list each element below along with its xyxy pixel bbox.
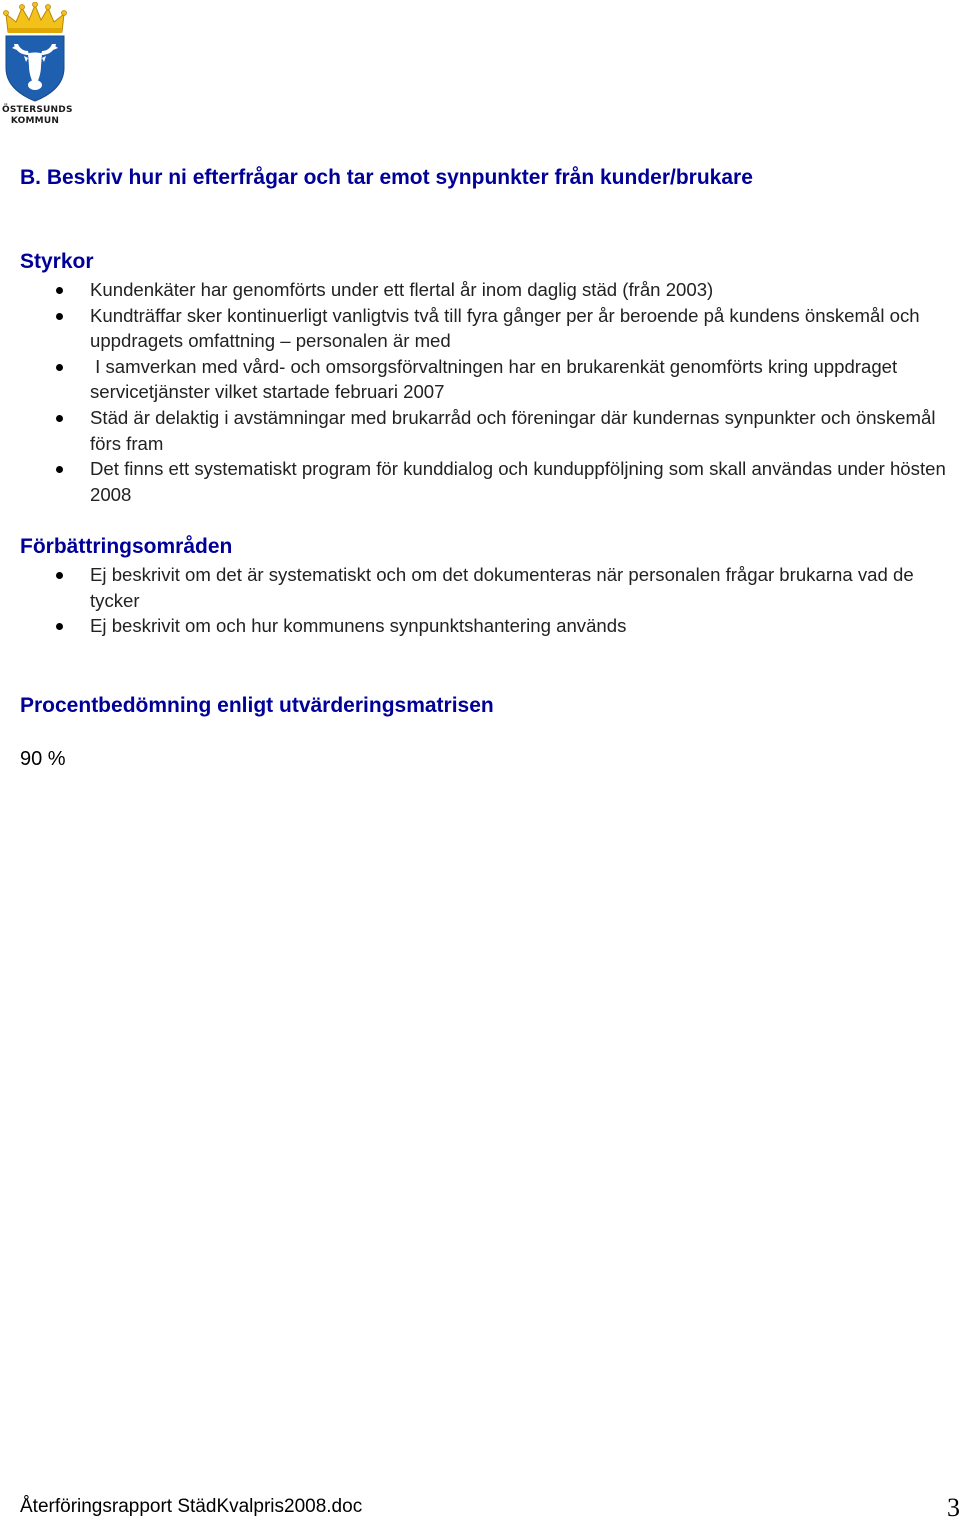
bullet-icon [56, 572, 63, 579]
bullet-icon [56, 466, 63, 473]
list-item-text: Kundenkäter har genomförts under ett flertal år inom daglig städ (från 2003) [90, 279, 714, 300]
municipality-logo [2, 2, 73, 126]
crown-icon [4, 2, 67, 33]
bullet-icon [56, 415, 63, 422]
list-item [0, 277, 960, 303]
strengths-heading: Styrkor [20, 250, 94, 273]
list-item [0, 562, 960, 613]
list-item [0, 405, 960, 456]
assessment-heading: Procentbedömning enligt utvärderingsmatrisen [20, 694, 494, 717]
section-title: B. Beskriv hur ni efterfrågar och tar emot synpunkter från kunder/brukare [20, 166, 753, 189]
bullet-icon [56, 364, 63, 371]
bullet-icon [56, 623, 63, 630]
list-item-text: Det finns ett systematiskt program för kunddialog och kunduppföljning som skall användas under hösten 2008 [90, 458, 946, 505]
list-item [0, 303, 960, 354]
list-item [0, 456, 960, 507]
coat-of-arms-icon [2, 2, 68, 102]
logo-text-line2: KOMMUN [10, 116, 60, 126]
page-number: 3 [947, 1493, 960, 1522]
list-item-text: Städ är delaktig i avstämningar med brukarråd och föreningar där kundernas synpunkter och önskemål förs fram [90, 406, 936, 454]
list-item [0, 354, 960, 405]
logo-text-line1: ÖSTERSUNDS [2, 105, 73, 115]
list-item-text: I samverkan med vård- och omsorgsförvaltningen har en brukarenkät genomförts kring uppdraget servicetjänster vilket startade februari 2007 [90, 355, 903, 403]
list-item-text: Ej beskrivit om det är systematiskt och om det dokumenteras när personalen frågar brukarna vad de tycker [90, 564, 914, 611]
list-item [0, 613, 960, 639]
assessment-value: 90 % [20, 748, 66, 770]
bullet-icon [56, 313, 63, 320]
list-item-text: Kundträffar sker kontinuerligt vanligtvis två till fyra gånger per år beroende på kundens önskemål och uppdragets omfattning – personalen är med [90, 304, 920, 352]
footer-document-name: Återföringsrapport StädKvalpris2008.doc [20, 1496, 363, 1517]
improvements-heading: Förbättringsområden [20, 535, 233, 558]
improvements-list [0, 562, 960, 639]
bullet-icon [56, 287, 63, 294]
strengths-list [0, 277, 960, 507]
list-item-text: Ej beskrivit om och hur kommunens synpunktshantering används [90, 615, 627, 637]
